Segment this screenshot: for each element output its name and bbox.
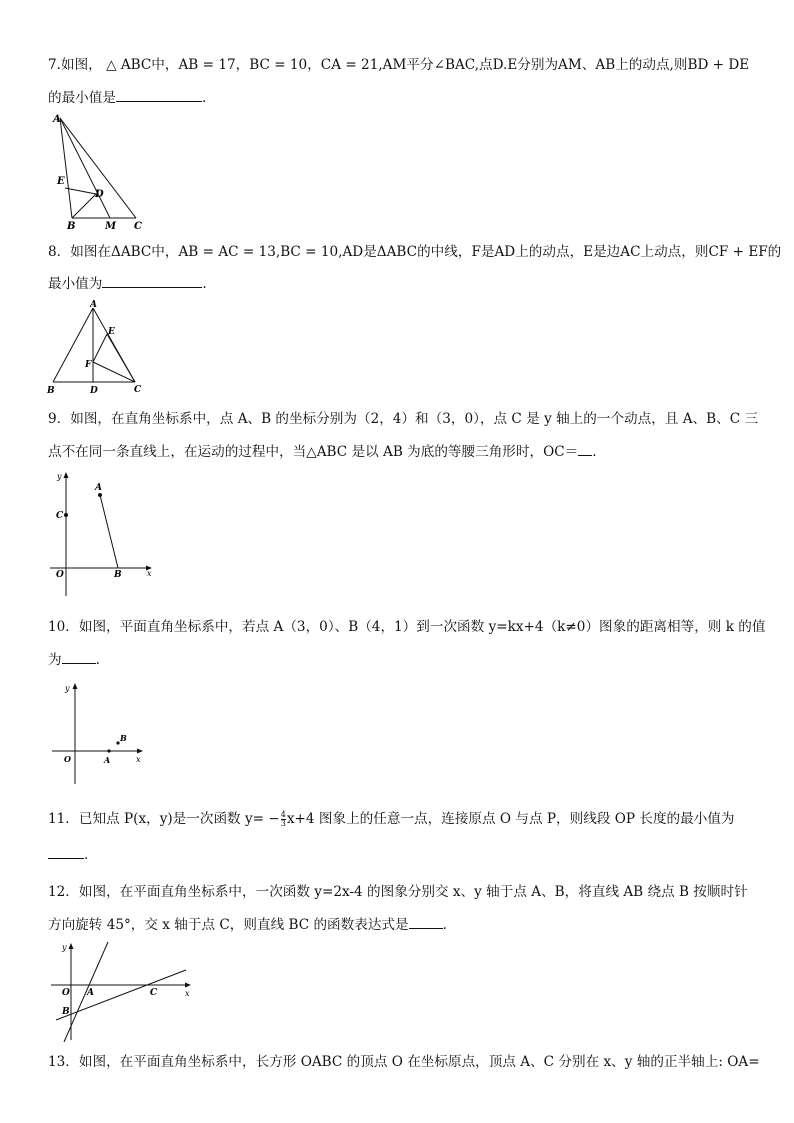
q7-label-b: B xyxy=(67,221,76,232)
q8-label-e: E xyxy=(108,327,115,337)
q11-period: . xyxy=(84,847,89,863)
q8-line-2-text: 最小值为 xyxy=(48,276,103,292)
q9-label-a: A xyxy=(95,483,102,493)
q10-label-o: O xyxy=(64,754,71,764)
q9-label-c: C xyxy=(56,511,64,521)
q11-text-before: 11．已知点 P(x，y)是一次函数 y= − xyxy=(48,811,280,827)
q10-period: . xyxy=(95,652,100,668)
q13-line-1: 13．如图，在平面直角坐标系中，长方形 OABC 的顶点 O 在坐标原点，顶点 A、C 分别在 x、y 轴的正半轴上: OA= xyxy=(48,1054,760,1070)
q12-line-2-text: 方向旋转 45°，交 x 轴于点 C，则直线 BC 的函数表达式是 xyxy=(48,917,409,933)
q11-fraction-numerator: 4 xyxy=(280,810,286,819)
q9-line-2 xyxy=(48,441,758,462)
q9-label-o: O xyxy=(56,570,64,580)
q8-label-f: F xyxy=(85,360,92,370)
q12-figure xyxy=(48,940,198,1045)
q12-line-1: 12．如图，在平面直角坐标系中，一次函数 y=2x-4 的图象分别交 x、y 轴于点 A、B，将直线 AB 绕点 B 按顺时针 xyxy=(48,884,748,900)
q9-axis-x: x xyxy=(147,569,152,578)
q10-figure xyxy=(48,680,158,790)
q11-line-2 xyxy=(48,844,758,865)
q7-label-c: C xyxy=(134,221,142,232)
answer-blank[interactable] xyxy=(116,87,202,102)
q8-figure xyxy=(45,300,155,400)
q10-label-b: B xyxy=(120,733,127,743)
q10-label-a: A xyxy=(104,755,111,765)
q11-line-1 xyxy=(48,809,758,829)
q12-label-o: O xyxy=(62,988,70,998)
q7-line-2-text: 的最小值是 xyxy=(48,90,116,106)
q8-period: . xyxy=(202,276,207,292)
answer-blank[interactable] xyxy=(409,914,443,929)
q8-line-1: 8．如图在ΔABC中，AB = AC = 13,BC = 10,AD是ΔABC的中线，F是AD上的动点，E是边AC上动点，则CF + EF的 xyxy=(48,244,782,260)
q12-period: . xyxy=(442,917,447,933)
q11-fraction xyxy=(281,811,286,828)
q10-line-1: 10．如图，平面直角坐标系中，若点 A（3，0）、B（4，1）到一次函数 y=kx+4（k≠0）图象的距离相等，则 k 的值 xyxy=(48,619,766,635)
q8-line-2 xyxy=(48,273,758,294)
q8-label-c: C xyxy=(134,385,142,395)
q8-label-a: A xyxy=(90,300,97,310)
q12-axis-y: y xyxy=(62,943,67,952)
q10-line-2-text: 为 xyxy=(48,652,62,668)
q10-axis-x: x xyxy=(136,755,141,764)
q7-figure xyxy=(48,112,158,237)
answer-blank[interactable] xyxy=(102,273,202,288)
q7-label-a: A xyxy=(53,114,61,125)
q7-line-2 xyxy=(48,87,758,108)
q9-period: . xyxy=(592,444,597,460)
q11-text-after: x+4 图象上的任意一点，连接原点 O 与点 P，则线段 OP 长度的最小值为 xyxy=(286,811,735,827)
q12-label-a: A xyxy=(87,988,94,998)
q7-label-d: D xyxy=(95,189,104,200)
q9-line-2-text: 点不在同一条直线上，在运动的过程中，当△ABC 是以 AB 为底的等腰三角形时，OC＝ xyxy=(48,444,579,460)
q12-label-c: C xyxy=(150,988,158,998)
q7-period: . xyxy=(201,90,207,106)
q12-line-2 xyxy=(48,914,758,935)
q7-line-1: 7.如图， △ ABC中，AB = 17，BC = 10，CA = 21,AM平分∠BAC,点D.E分别为AM、AB上的动点,则BD + DE xyxy=(48,57,750,73)
q8-label-d: D xyxy=(90,386,98,396)
answer-blank[interactable] xyxy=(48,844,84,859)
q7-label-m: M xyxy=(105,221,117,232)
q11-fraction-denominator: 3 xyxy=(280,819,286,828)
q7-label-e: E xyxy=(57,176,65,187)
q9-label-b: B xyxy=(114,570,122,580)
q10-axis-y: y xyxy=(65,684,70,693)
answer-blank[interactable] xyxy=(578,441,592,456)
q8-label-b: B xyxy=(47,386,55,396)
q9-line-1: 9．如图，在直角坐标系中，点 A、B 的坐标分别为（2，4）和（3，0），点 C 是 y 轴上的一个动点，且 A、B、C 三 xyxy=(48,411,759,427)
q12-axis-x: x xyxy=(185,989,190,998)
answer-blank[interactable] xyxy=(62,649,96,664)
q9-figure xyxy=(48,470,158,600)
q10-line-2 xyxy=(48,649,758,670)
q9-axis-y: y xyxy=(57,472,62,481)
q12-label-b: B xyxy=(62,1007,70,1017)
